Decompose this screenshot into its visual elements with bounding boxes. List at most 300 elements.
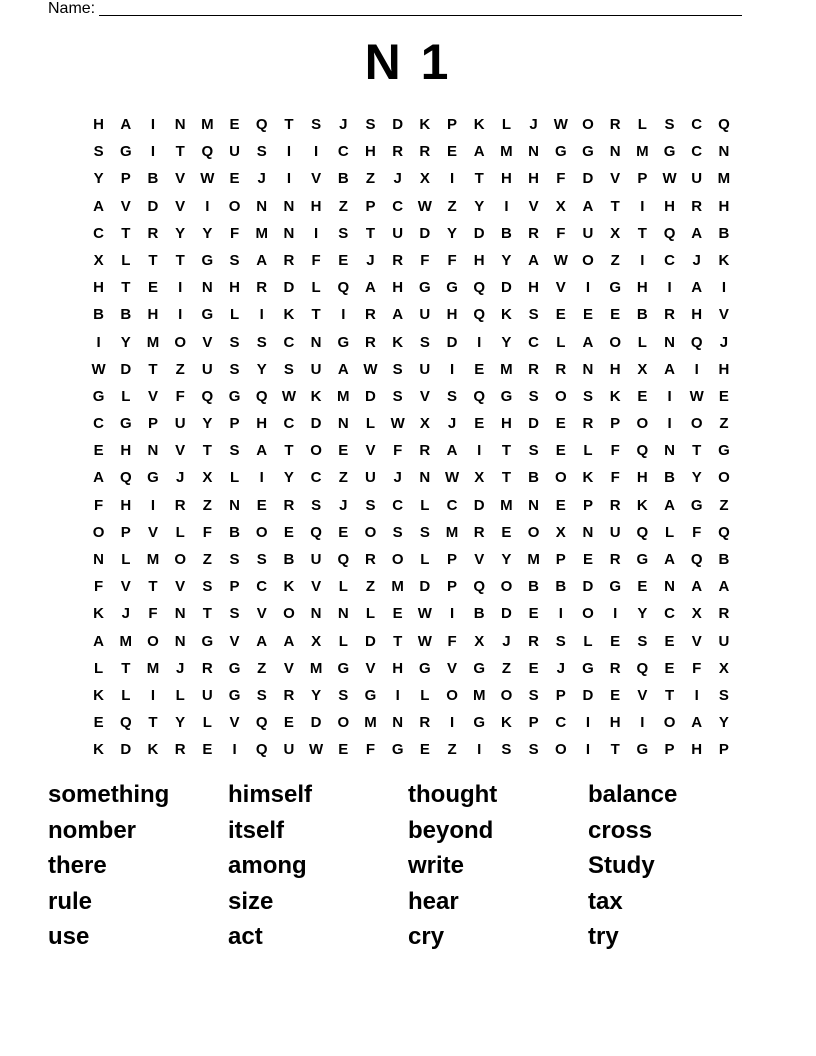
grid-letter: U xyxy=(691,170,703,188)
grid-letter: J xyxy=(556,659,565,677)
grid-row xyxy=(85,658,738,685)
grid-letter: A xyxy=(93,469,105,487)
grid-letter: L xyxy=(501,116,511,133)
grid-letter: K xyxy=(392,333,404,351)
grid-letter: Z xyxy=(365,578,376,596)
grid-letter: J xyxy=(447,415,457,433)
grid-letter: T xyxy=(121,659,131,677)
grid-letter: G xyxy=(419,659,431,677)
grid-letter: E xyxy=(93,442,104,460)
grid-letter: R xyxy=(365,551,376,568)
grid-letter: Y xyxy=(501,251,512,269)
grid-letter: J xyxy=(366,251,375,269)
grid-letter: N xyxy=(392,714,404,732)
grid-letter: C xyxy=(691,116,703,133)
grid-letter: S xyxy=(392,523,403,541)
grid-letter: G xyxy=(147,469,159,487)
grid-letter: Q xyxy=(310,523,322,541)
grid-letter: N xyxy=(337,415,349,433)
grid-letter: R xyxy=(419,714,431,732)
grid-letter: N xyxy=(582,523,594,541)
grid-letter: W xyxy=(363,360,378,378)
grid-letter: T xyxy=(610,197,620,215)
grid-letter: F xyxy=(94,496,104,514)
grid-letter: H xyxy=(392,279,404,297)
grid-letter: E xyxy=(202,741,213,759)
grid-letter: N xyxy=(310,605,322,623)
grid-letter: E xyxy=(474,360,485,378)
grid-letter: J xyxy=(175,659,185,677)
grid-letter: I xyxy=(150,116,156,133)
grid-letter: G xyxy=(92,387,105,405)
grid-letter: R xyxy=(256,279,268,297)
grid-letter: Z xyxy=(338,469,348,487)
grid-letter: N xyxy=(718,143,730,161)
grid-letter: R xyxy=(528,632,540,650)
word-list-item: himself xyxy=(228,781,313,808)
grid-letter: I xyxy=(667,415,672,433)
grid-row xyxy=(85,739,738,766)
grid-letter: O xyxy=(663,714,676,732)
grid-letter: L xyxy=(175,686,185,704)
grid-letter: Y xyxy=(283,469,294,487)
grid-letter: I xyxy=(232,741,237,759)
grid-letter: O xyxy=(174,333,186,351)
grid-letter: Y xyxy=(202,415,213,433)
grid-letter: I xyxy=(449,170,455,188)
grid-letter: M xyxy=(717,170,731,188)
grid-letter: H xyxy=(664,197,675,215)
grid-letter: D xyxy=(419,224,431,242)
grid-letter: L xyxy=(338,578,348,596)
grid-letter: L xyxy=(121,387,131,405)
grid-letter: K xyxy=(500,714,512,732)
grid-letter: S xyxy=(718,686,729,704)
grid-letter: V xyxy=(365,659,376,677)
grid-letter: V xyxy=(175,578,186,596)
grid-letter: J xyxy=(393,469,402,487)
grid-letter: S xyxy=(392,360,403,378)
grid-letter: O xyxy=(554,741,567,759)
grid-letter: P xyxy=(637,170,648,188)
grid-letter: Q xyxy=(337,279,350,297)
grid-letter: Q xyxy=(663,224,676,242)
grid-letter: I xyxy=(449,360,455,378)
grid-letter: Q xyxy=(255,741,268,759)
grid-letter: D xyxy=(147,197,159,215)
grid-letter: T xyxy=(311,306,321,324)
word-list-item: thought xyxy=(408,781,498,808)
grid-letter: L xyxy=(311,279,321,297)
grid-letter: G xyxy=(228,686,241,704)
grid-letter: T xyxy=(664,686,675,704)
grid-letter: I xyxy=(314,143,319,161)
grid-letter: R xyxy=(691,197,703,215)
grid-letter: U xyxy=(419,306,431,324)
grid-letter: N xyxy=(256,197,268,215)
grid-letter: P xyxy=(528,714,539,732)
grid-letter: Q xyxy=(636,523,649,541)
grid-letter: N xyxy=(528,496,540,514)
grid-letter: A xyxy=(664,551,675,568)
grid-letter: V xyxy=(311,578,322,596)
grid-letter: W xyxy=(417,605,432,623)
grid-letter: T xyxy=(365,224,376,242)
grid-letter: B xyxy=(528,578,540,596)
grid-letter: C xyxy=(256,578,268,596)
grid-letter: H xyxy=(500,170,512,188)
grid-letter: P xyxy=(664,741,675,759)
grid-letter: B xyxy=(337,170,349,188)
grid-row xyxy=(85,223,738,250)
grid-letter: H xyxy=(147,306,159,324)
grid-letter: M xyxy=(500,143,513,161)
grid-letter: V xyxy=(120,578,131,596)
grid-letter: K xyxy=(473,116,485,133)
grid-letter: E xyxy=(93,714,104,732)
grid-letter: V xyxy=(311,170,322,188)
word-list-item: act xyxy=(228,923,263,951)
grid-letter: P xyxy=(447,578,458,596)
grid-letter: S xyxy=(664,116,675,133)
grid-letter: I xyxy=(585,741,591,759)
grid-letter: I xyxy=(395,686,400,704)
grid-letter: L xyxy=(556,333,566,351)
grid-letter: K xyxy=(500,306,512,324)
grid-row xyxy=(85,359,738,386)
grid-letter: E xyxy=(147,279,158,297)
grid-letter: Y xyxy=(718,714,729,732)
grid-letter: I xyxy=(314,224,319,242)
grid-letter: Z xyxy=(447,741,457,759)
grid-letter: B xyxy=(636,306,648,324)
grid-letter: P xyxy=(610,415,621,433)
grid-letter: X xyxy=(93,251,104,269)
grid-letter: C xyxy=(337,143,349,161)
grid-letter: N xyxy=(609,143,621,161)
grid-letter: U xyxy=(310,551,322,568)
grid-letter: W xyxy=(553,251,568,269)
grid-letter: F xyxy=(556,170,566,188)
grid-letter: X xyxy=(311,632,322,650)
grid-letter: E xyxy=(610,306,621,324)
grid-letter: A xyxy=(446,442,458,460)
grid-letter: C xyxy=(283,415,295,433)
grid-letter: Z xyxy=(610,251,620,269)
grid-letter: Q xyxy=(718,523,730,541)
grid-letter: E xyxy=(338,523,349,541)
grid-letter: B xyxy=(473,605,485,623)
grid-letter: Y xyxy=(691,469,702,487)
grid-letter: L xyxy=(365,415,376,433)
grid-letter: V xyxy=(637,686,648,704)
grid-letter: N xyxy=(337,605,349,623)
grid-letter: H xyxy=(691,306,703,324)
grid-letter: U xyxy=(609,523,621,541)
grid-letter: H xyxy=(473,251,485,269)
grid-letter: J xyxy=(339,116,348,133)
grid-letter: S xyxy=(311,496,322,514)
grid-letter: A xyxy=(120,116,132,133)
grid-letter: K xyxy=(636,496,648,514)
grid-letter: H xyxy=(446,306,458,324)
grid-letter: H xyxy=(310,197,322,215)
grid-letter: T xyxy=(474,170,484,188)
grid-letter: S xyxy=(93,143,104,161)
grid-letter: G xyxy=(582,659,594,677)
grid-letter: F xyxy=(175,387,185,405)
grid-letter: F xyxy=(94,578,104,596)
grid-letter: X xyxy=(555,523,566,541)
grid-letter: A xyxy=(256,251,268,269)
grid-letter: B xyxy=(555,578,567,596)
grid-letter: R xyxy=(555,360,567,378)
grid-letter: S xyxy=(555,632,566,650)
grid-letter: K xyxy=(310,387,322,405)
grid-letter: Z xyxy=(719,496,729,514)
grid-letter: F xyxy=(148,605,158,623)
word-list-item: itself xyxy=(228,816,285,844)
grid-letter: M xyxy=(255,224,268,242)
grid-letter: V xyxy=(202,333,213,351)
grid-letter: V xyxy=(120,197,131,215)
grid-letter: S xyxy=(528,741,539,759)
grid-letter: L xyxy=(175,523,185,541)
grid-letter: I xyxy=(504,197,509,215)
grid-letter: Q xyxy=(337,551,350,568)
grid-letter: U xyxy=(419,360,431,378)
grid-letter: L xyxy=(121,251,131,269)
grid-letter: E xyxy=(582,551,593,568)
grid-letter: P xyxy=(229,578,240,596)
grid-letter: I xyxy=(585,714,591,732)
grid-letter: W xyxy=(390,415,405,433)
grid-letter: L xyxy=(94,659,104,677)
grid-letter: S xyxy=(419,523,430,541)
grid-letter: Y xyxy=(256,360,267,378)
grid-letter: B xyxy=(664,469,675,487)
grid-letter: Y xyxy=(447,224,458,242)
grid-letter: I xyxy=(613,605,618,623)
grid-letter: Q xyxy=(690,551,703,568)
grid-letter: Y xyxy=(474,197,485,215)
word-list-item: rule xyxy=(48,887,93,915)
grid-row xyxy=(85,141,738,168)
grid-letter: R xyxy=(473,523,485,541)
grid-letter: J xyxy=(339,496,348,514)
grid-letter: A xyxy=(256,442,268,460)
name-label: Name: xyxy=(48,0,96,17)
grid-letter: C xyxy=(310,469,322,487)
grid-letter: Y xyxy=(637,605,648,623)
grid-letter: K xyxy=(147,741,159,759)
grid-letter: O xyxy=(174,551,186,568)
grid-letter: M xyxy=(309,659,323,677)
grid-letter: G xyxy=(337,333,350,351)
grid-letter: D xyxy=(365,632,376,650)
grid-letter: I xyxy=(721,279,726,297)
grid-letter: W xyxy=(309,741,324,759)
grid-letter: G xyxy=(718,442,730,460)
grid-letter: M xyxy=(472,686,486,704)
grid-letter: J xyxy=(257,170,266,188)
grid-letter: P xyxy=(447,551,458,568)
grid-letter: A xyxy=(582,333,594,351)
grid-letter: L xyxy=(420,496,430,514)
grid-letter: X xyxy=(419,170,430,188)
grid-letter: I xyxy=(585,279,591,297)
grid-letter: S xyxy=(229,333,240,351)
grid-letter: K xyxy=(582,469,594,487)
grid-letter: E xyxy=(229,170,240,188)
grid-letter: J xyxy=(719,333,729,351)
grid-letter: S xyxy=(582,387,593,405)
grid-letter: L xyxy=(229,306,240,324)
grid-letter: S xyxy=(283,360,294,378)
grid-letter: C xyxy=(283,333,295,351)
grid-letter: R xyxy=(718,605,730,623)
grid-letter: C xyxy=(93,224,105,242)
grid-row xyxy=(85,332,738,359)
grid-letter: O xyxy=(609,333,621,351)
letter-grid xyxy=(85,114,738,767)
grid-letter: E xyxy=(582,306,593,324)
grid-letter: X xyxy=(691,605,702,623)
grid-letter: O xyxy=(582,116,594,133)
grid-letter: O xyxy=(310,442,322,460)
grid-letter: M xyxy=(527,551,540,568)
grid-letter: K xyxy=(93,686,105,704)
grid-letter: C xyxy=(664,251,675,269)
grid-letter: O xyxy=(582,251,594,269)
grid-letter: N xyxy=(310,333,322,351)
grid-letter: S xyxy=(256,143,267,161)
grid-letter: D xyxy=(310,714,322,732)
grid-letter: S xyxy=(447,387,458,405)
grid-letter: E xyxy=(664,659,675,677)
grid-letter: V xyxy=(365,442,376,460)
grid-letter: G xyxy=(582,143,594,161)
grid-letter: Y xyxy=(311,686,322,704)
grid-letter: E xyxy=(419,741,430,759)
grid-letter: B xyxy=(718,551,730,568)
grid-letter: X xyxy=(202,469,213,487)
word-list xyxy=(48,780,768,958)
grid-letter: H xyxy=(636,469,648,487)
grid-letter: U xyxy=(201,686,213,704)
grid-letter: A xyxy=(337,360,349,378)
grid-letter: F xyxy=(610,442,620,460)
grid-letter: L xyxy=(637,333,647,351)
grid-letter: D xyxy=(528,415,540,433)
grid-letter: Y xyxy=(202,224,213,242)
grid-row xyxy=(85,712,738,739)
grid-letter: Q xyxy=(473,578,486,596)
grid-letter: I xyxy=(640,714,645,732)
grid-letter: B xyxy=(120,306,132,324)
grid-row xyxy=(85,440,738,467)
grid-letter: I xyxy=(178,279,183,297)
grid-letter: I xyxy=(667,279,672,297)
grid-letter: V xyxy=(256,605,267,623)
grid-letter: R xyxy=(283,496,295,514)
grid-letter: E xyxy=(474,415,485,433)
word-list-item: there xyxy=(48,852,107,880)
grid-row xyxy=(85,495,738,522)
grid-letter: H xyxy=(256,415,268,433)
grid-letter: D xyxy=(500,605,512,623)
grid-letter: M xyxy=(201,116,214,133)
grid-letter: R xyxy=(419,143,431,161)
name-field xyxy=(48,0,742,18)
grid-letter: T xyxy=(637,224,647,242)
grid-letter: T xyxy=(202,442,212,460)
grid-letter: P xyxy=(120,523,131,541)
grid-letter: J xyxy=(175,469,185,487)
grid-letter: G xyxy=(554,143,567,161)
grid-letter: R xyxy=(174,496,186,514)
grid-letter: Q xyxy=(636,442,649,460)
grid-letter: H xyxy=(392,659,404,677)
grid-letter: E xyxy=(555,306,566,324)
grid-letter: A xyxy=(582,197,594,215)
grid-letter: G xyxy=(636,741,649,759)
grid-letter: I xyxy=(694,686,699,704)
grid-row xyxy=(85,196,738,223)
grid-letter: Y xyxy=(175,224,186,242)
grid-letter: G xyxy=(690,496,703,514)
grid-letter: R xyxy=(283,251,295,269)
grid-letter: D xyxy=(446,333,458,351)
grid-letter: S xyxy=(365,496,376,514)
grid-row xyxy=(85,576,738,603)
grid-letter: T xyxy=(121,224,131,242)
grid-letter: I xyxy=(449,714,455,732)
grid-letter: M xyxy=(391,578,404,596)
grid-letter: W xyxy=(417,632,432,650)
grid-letter: I xyxy=(640,197,645,215)
grid-letter: V xyxy=(528,197,539,215)
word-list-item: size xyxy=(228,887,274,915)
grid-letter: G xyxy=(446,279,458,297)
grid-letter: M xyxy=(445,523,459,541)
grid-letter: D xyxy=(582,578,594,596)
grid-letter: O xyxy=(500,578,513,596)
grid-letter: M xyxy=(500,360,513,378)
grid-letter: R xyxy=(609,116,621,133)
grid-letter: Z xyxy=(175,360,185,378)
grid-letter: R xyxy=(365,306,376,324)
grid-letter: U xyxy=(582,224,594,242)
grid-letter: Q xyxy=(255,714,268,732)
grid-letter: G xyxy=(201,251,214,269)
grid-letter: T xyxy=(148,251,158,269)
grid-letter: P xyxy=(147,415,158,433)
grid-letter: G xyxy=(228,387,241,405)
grid-letter: V xyxy=(175,170,186,188)
grid-letter: U xyxy=(174,415,186,433)
grid-letter: R xyxy=(609,659,621,677)
grid-letter: N xyxy=(664,578,675,596)
grid-letter: V xyxy=(691,632,702,650)
grid-letter: A xyxy=(256,632,268,650)
grid-letter: W xyxy=(662,170,677,188)
grid-letter: U xyxy=(310,360,322,378)
grid-letter: U xyxy=(229,143,240,161)
grid-letter: P xyxy=(555,686,566,704)
grid-letter: P xyxy=(582,496,593,514)
grid-letter: R xyxy=(201,659,213,677)
